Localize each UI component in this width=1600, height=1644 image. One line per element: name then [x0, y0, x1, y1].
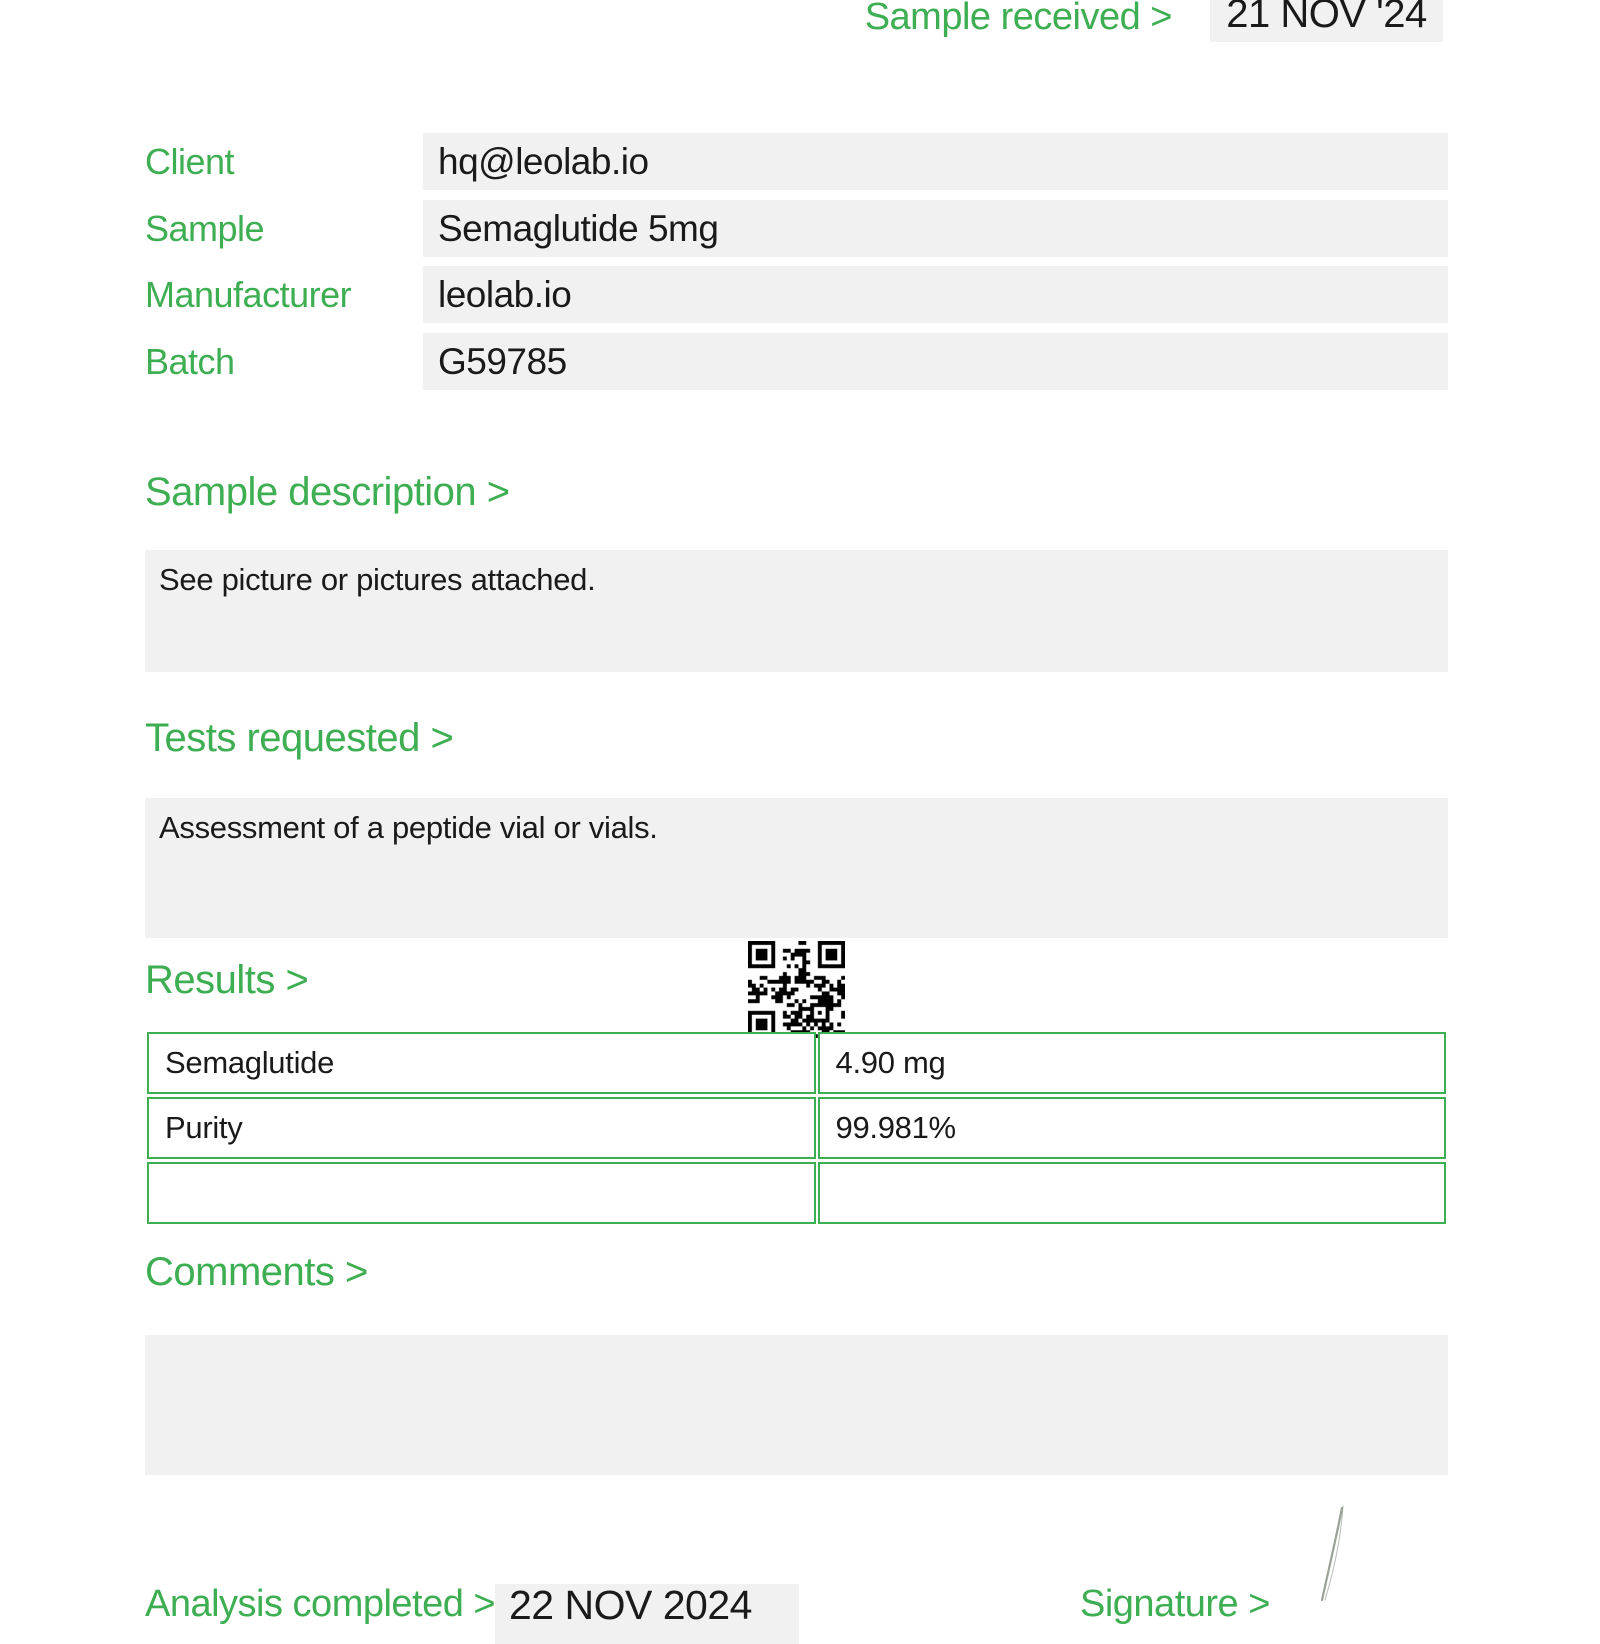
results-table-row	[147, 1162, 1446, 1224]
results-table-row	[147, 1097, 1446, 1159]
field-value-batch: G59785	[423, 333, 1448, 390]
sample-received-label: Sample received >	[864, 0, 1172, 38]
handwritten-signature	[1296, 1470, 1356, 1600]
result-analyte-cell: Purity	[147, 1097, 816, 1159]
result-value-cell	[818, 1162, 1447, 1224]
field-value-client: hq@leolab.io	[423, 133, 1448, 190]
analysis-completed-value: 22 NOV 2024	[495, 1584, 799, 1644]
signature-label: Signature >	[1080, 1583, 1270, 1625]
results-table	[145, 1029, 1448, 1227]
comments-heading: Comments >	[145, 1250, 368, 1294]
analysis-completed-label: Analysis completed >	[145, 1583, 496, 1625]
sample-received-value: 21 NOV '24	[1210, 0, 1443, 42]
field-value-manufacturer: leolab.io	[423, 266, 1448, 323]
field-label-batch: Batch	[145, 341, 235, 382]
field-label-client: Client	[145, 141, 235, 182]
result-analyte-cell: Semaglutide	[147, 1032, 816, 1094]
sample-description-heading: Sample description >	[145, 470, 510, 514]
result-analyte-cell	[147, 1162, 816, 1224]
comments-box	[145, 1335, 1448, 1475]
field-label-manufacturer: Manufacturer	[145, 274, 352, 315]
sample-description-box: See picture or pictures attached.	[145, 550, 1448, 672]
qr-code	[748, 941, 845, 1038]
field-value-sample: Semaglutide 5mg	[423, 200, 1448, 257]
results-heading: Results >	[145, 958, 309, 1002]
result-value-cell: 99.981%	[818, 1097, 1447, 1159]
tests-requested-heading: Tests requested >	[145, 716, 454, 760]
tests-requested-box: Assessment of a peptide vial or vials.	[145, 798, 1448, 938]
results-table-row	[147, 1032, 1446, 1094]
field-label-sample: Sample	[145, 208, 265, 249]
result-value-cell: 4.90 mg	[818, 1032, 1447, 1094]
